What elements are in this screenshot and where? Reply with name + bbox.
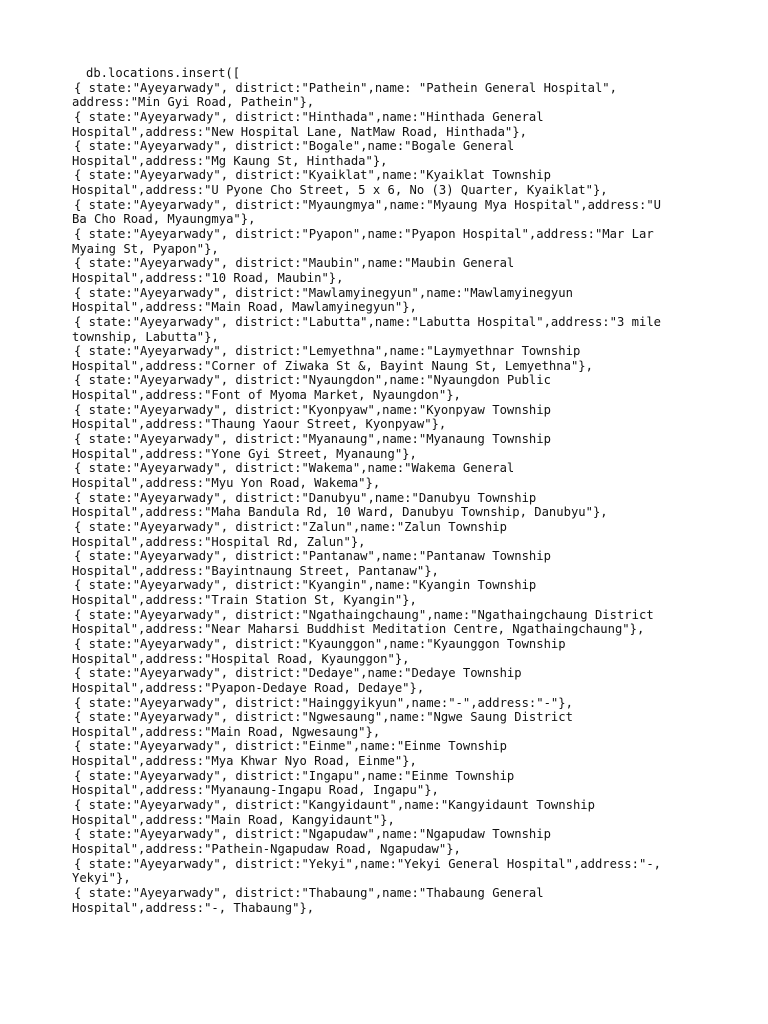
code-line: { state:"Ayeyarwady", district:"Hainggyikyun",name:"-",address:"-"}, — [74, 695, 573, 710]
code-line: Hospital",address:"Main Road, Kangyidaunt"}, — [72, 812, 395, 827]
code-line: { state:"Ayeyarwady", district:"Bogale",name:"Bogale General — [74, 139, 515, 154]
code-line: { state:"Ayeyarwady", district:"Ngwesaung",name:"Ngwe Saung District — [74, 710, 573, 725]
code-line: { state:"Ayeyarwady", district:"Lemyethna",name:"Laymyethnar Township — [74, 344, 581, 359]
code-line: { state:"Ayeyarwady", district:"Hinthada",name:"Hinthada General — [74, 109, 544, 124]
code-line: { state:"Ayeyarwady", district:"Dedaye",name:"Dedaye Township — [74, 666, 522, 681]
code-line: Hospital",address:"Pyapon-Dedaye Road, Dedaye"}, — [72, 680, 425, 695]
code-line: { state:"Ayeyarwady", district:"Kangyidaunt",name:"Kangyidaunt Township — [74, 798, 595, 813]
code-line: Hospital",address:"Thaung Yaour Street, Kyonpyaw"}, — [72, 417, 447, 432]
code-line: Ba Cho Road, Myaungmya"}, — [72, 212, 256, 227]
code-line: Hospital",address:"Main Road, Ngwesaung"}, — [72, 724, 381, 739]
code-line: { state:"Ayeyarwady", district:"Danubyu",name:"Danubyu Township — [74, 490, 537, 505]
code-line: { state:"Ayeyarwady", district:"Labutta",name:"Labutta Hospital",address:"3 mile — [74, 314, 661, 329]
code-line: { state:"Ayeyarwady", district:"Ngathaingchaung",name:"Ngathaingchaung District — [74, 607, 654, 622]
code-line: Hospital",address:"Near Maharsi Buddhist Meditation Centre, Ngathaingchaung"}, — [72, 622, 645, 637]
code-line: { state:"Ayeyarwady", district:"Einme",name:"Einme Township — [74, 739, 507, 754]
code-line: Hospital",address:"Hospital Rd, Zalun"}, — [72, 534, 366, 549]
code-line: Hospital",address:"Train Station St, Kyangin"}, — [72, 593, 417, 608]
code-line: { state:"Ayeyarwady", district:"Kyaiklat",name:"Kyaiklat Township — [74, 168, 551, 183]
code-line: Hospital",address:"Main Road, Mawlamyinegyun"}, — [72, 300, 417, 315]
code-line: Hospital",address:"Hospital Road, Kyaunggon"}, — [72, 651, 410, 666]
code-line: Hospital",address:"U Pyone Cho Street, 5 x 6, No (3) Quarter, Kyaiklat"}, — [72, 183, 608, 198]
code-line: Hospital",address:"Font of Myoma Market, Nyaungdon"}, — [72, 388, 461, 403]
code-line: Hospital",address:"Mg Kaung St, Hinthada"}, — [72, 153, 388, 168]
code-line: { state:"Ayeyarwady", district:"Kyaunggon",name:"Kyaunggon Township — [74, 636, 566, 651]
code-line: Hospital",address:"Myanaung-Ingapu Road, Ingapu"}, — [72, 783, 439, 798]
code-line: { state:"Ayeyarwady", district:"Myaungmya",name:"Myaung Mya Hospital",address:"U — [74, 197, 661, 212]
code-line: { state:"Ayeyarwady", district:"Nyaungdon",name:"Nyaungdon Public — [74, 373, 551, 388]
code-line: { state:"Ayeyarwady", district:"Ingapu",name:"Einme Township — [74, 768, 515, 783]
code-line: Hospital",address:"10 Road, Maubin"}, — [72, 270, 344, 285]
code-line: { state:"Ayeyarwady", district:"Yekyi",name:"Yekyi General Hospital",address:"-, — [74, 856, 661, 871]
code-line: { state:"Ayeyarwady", district:"Kyangin",name:"Kyangin Township — [74, 578, 537, 593]
code-line: Hospital",address:"Mya Khwar Nyo Road, Einme"}, — [72, 754, 417, 769]
code-line: { state:"Ayeyarwady", district:"Pyapon",name:"Pyapon Hospital",address:"Mar Lar — [74, 227, 654, 242]
code-line: { state:"Ayeyarwady", district:"Pathein",name: "Pathein General Hospital", — [74, 80, 617, 95]
code-line: Hospital",address:"New Hospital Lane, NatMaw Road, Hinthada"}, — [72, 124, 527, 139]
code-line: township, Labutta"}, — [72, 329, 219, 344]
code-line: { state:"Ayeyarwady", district:"Thabaung",name:"Thabaung General — [74, 885, 544, 900]
code-line: { state:"Ayeyarwady", district:"Wakema",name:"Wakema General — [74, 461, 515, 476]
code-line: { state:"Ayeyarwady", district:"Pantanaw",name:"Pantanaw Township — [74, 549, 551, 564]
code-line: Myaing St, Pyapon"}, — [72, 241, 219, 256]
code-document — [72, 66, 702, 915]
code-line: db.locations.insert([ — [86, 66, 241, 80]
code-line: Hospital",address:"-, Thabaung"}, — [72, 900, 315, 915]
code-line: Hospital",address:"Maha Bandula Rd, 10 Ward, Danubyu Township, Danubyu"}, — [72, 505, 608, 520]
code-line: { state:"Ayeyarwady", district:"Myanaung",name:"Myanaung Township — [74, 432, 551, 447]
code-line: Yekyi"}, — [72, 871, 131, 886]
code-line: Hospital",address:"Pathein-Ngapudaw Road, Ngapudaw"}, — [72, 841, 461, 856]
code-line: { state:"Ayeyarwady", district:"Kyonpyaw",name:"Kyonpyaw Township — [74, 402, 551, 417]
code-line: { state:"Ayeyarwady", district:"Zalun",name:"Zalun Township — [74, 519, 507, 534]
code-line: Hospital",address:"Myu Yon Road, Wakema"}, — [72, 475, 381, 490]
code-line: Hospital",address:"Bayintnaung Street, Pantanaw"}, — [72, 563, 439, 578]
code-line: { state:"Ayeyarwady", district:"Maubin",name:"Maubin General — [74, 256, 515, 271]
code-line: address:"Min Gyi Road, Pathein"}, — [72, 95, 315, 110]
code-line: Hospital",address:"Corner of Ziwaka St &, Bayint Naung St, Lemyethna"}, — [72, 358, 593, 373]
code-line: { state:"Ayeyarwady", district:"Ngapudaw",name:"Ngapudaw Township — [74, 827, 551, 842]
code-line: Hospital",address:"Yone Gyi Street, Myanaung"}, — [72, 446, 417, 461]
code-line: { state:"Ayeyarwady", district:"Mawlamyinegyun",name:"Mawlamyinegyun — [74, 285, 573, 300]
